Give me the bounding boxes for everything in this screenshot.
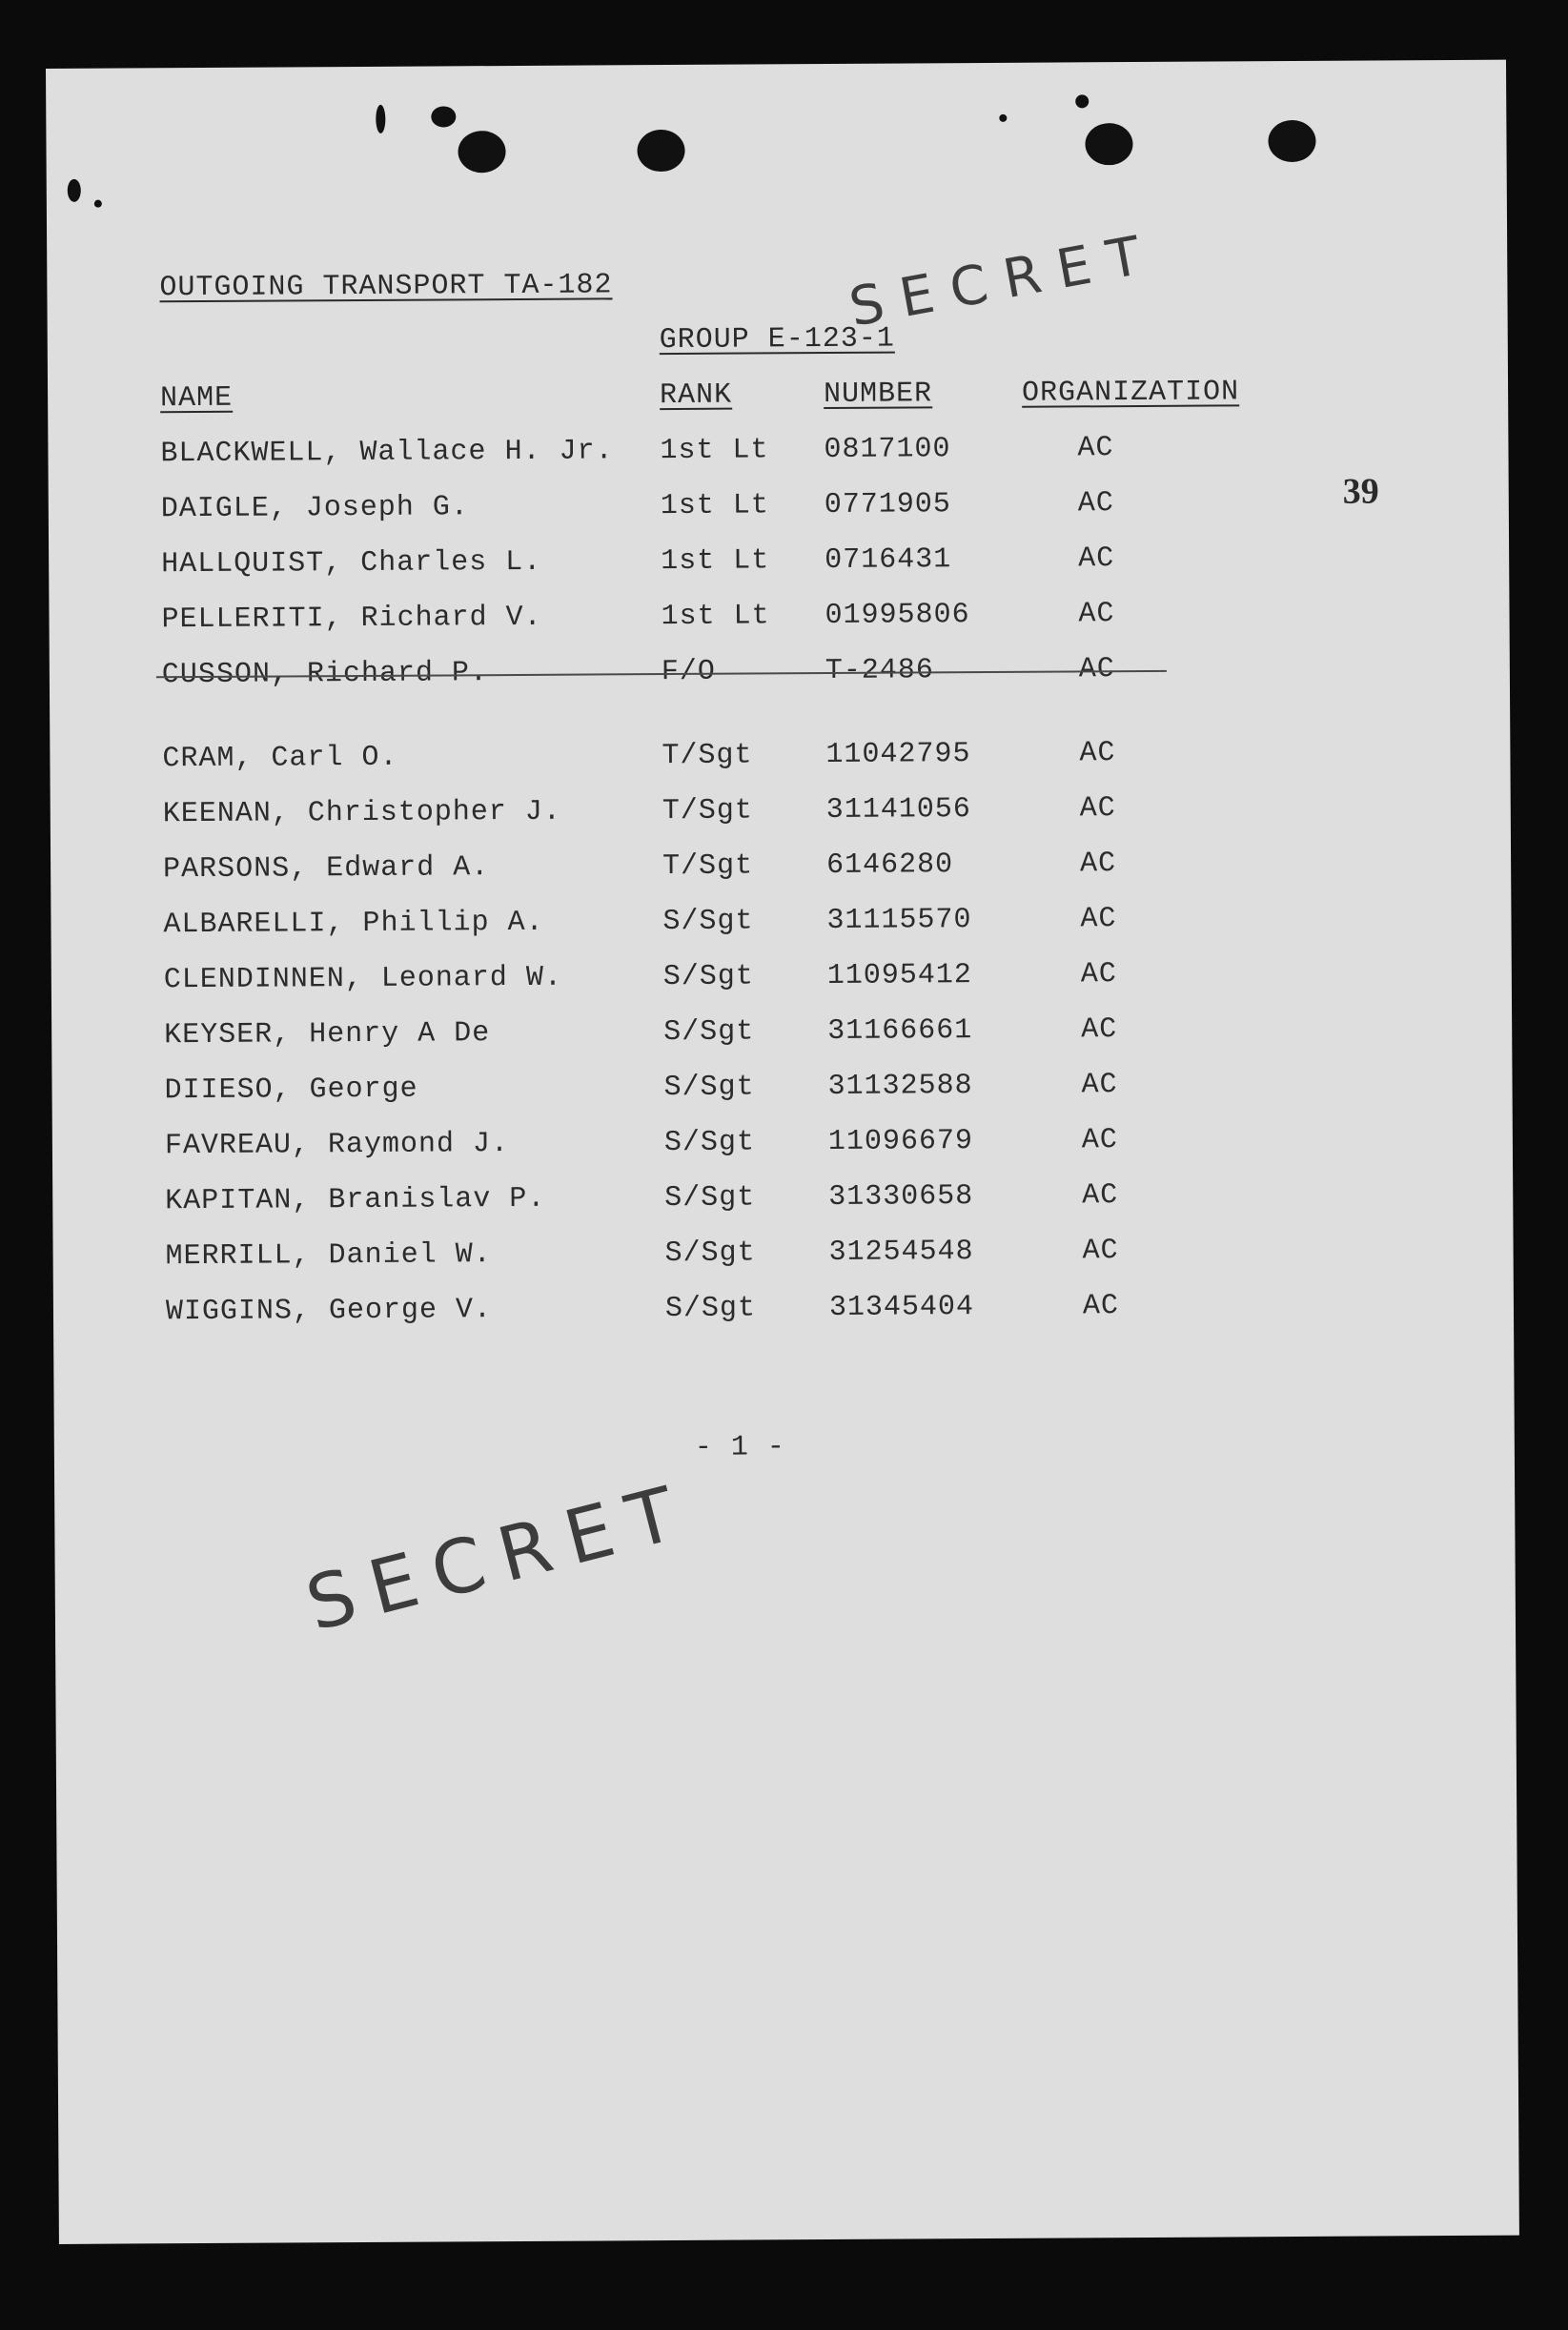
row-name: FAVREAU, Raymond J. [164,1128,510,1163]
column-header-organization: ORGANIZATION [1021,376,1240,410]
table-row [49,596,1383,643]
ink-speck [431,106,456,127]
row-organization: AC [1078,598,1115,631]
row-number: 11042795 [825,738,971,772]
row-number: 0716431 [825,543,952,578]
row-number: 31345404 [828,1291,975,1325]
secret-stamp-bottom: SECRET [297,1467,701,1648]
table-row [51,901,1385,948]
table-row [51,846,1385,892]
row-organization: AC [1082,1179,1119,1213]
table-row [49,541,1383,587]
row-name: CUSSON, Richard P. [161,657,489,692]
punch-hole [637,130,684,172]
row-name: PELLERITI, Richard V. [161,601,542,637]
table-row [48,430,1382,477]
column-header-number: NUMBER [824,378,933,412]
row-rank: 1st Lt [661,600,770,634]
row-organization: AC [1081,1069,1118,1102]
row-name: KEYSER, Henry A De [164,1017,491,1053]
row-name: CRAM, Carl O. [162,741,398,776]
row-organization: AC [1078,653,1115,686]
table-row [51,1067,1386,1114]
row-name: KAPITAN, Branislav P. [165,1182,546,1218]
row-rank: T/Sgt [662,739,753,773]
table-row [49,485,1383,532]
row-organization: AC [1082,1235,1119,1268]
row-name: DAIGLE, Joseph G. [160,491,469,526]
table-row [53,1233,1388,1279]
group-heading: GROUP E-123-1 [659,322,895,358]
row-rank: S/Sgt [664,1292,757,1326]
row-name: ALBARELLI, Phillip A. [163,906,544,942]
table-row [50,735,1384,782]
row-rank: S/Sgt [663,1015,755,1050]
row-organization: AC [1081,1124,1119,1157]
row-organization: AC [1081,1013,1118,1047]
document-page [46,60,1519,2244]
row-organization: AC [1078,542,1115,576]
ink-speck [94,200,102,208]
row-name: MERRILL, Daniel W. [165,1238,492,1274]
row-rank: 1st Lt [661,544,770,579]
ink-speck [376,105,385,133]
ink-speck [68,179,81,202]
row-name: PARSONS, Edward A. [163,851,490,887]
punch-hole [1268,120,1315,162]
page-marker: 39 [1342,471,1379,512]
row-rank: S/Sgt [662,960,754,994]
row-organization: AC [1077,432,1114,465]
row-organization: AC [1080,848,1117,881]
row-number: 11095412 [826,959,972,993]
row-organization: AC [1079,737,1116,770]
row-name: WIGGINS, George V. [165,1294,493,1329]
row-rank: S/Sgt [663,1071,755,1105]
ink-speck [1075,94,1089,108]
table-row [51,790,1385,837]
row-rank: S/Sgt [662,905,754,939]
row-rank: T/Sgt [662,849,754,884]
row-number: 6146280 [826,848,954,883]
row-name: DIIESO, George [164,1073,418,1108]
row-name: KEENAN, Christopher J. [162,795,561,831]
row-number: 31166661 [827,1014,973,1049]
punch-hole [458,131,505,173]
row-number: T-2486 [825,654,935,688]
row-name: HALLQUIST, Charles L. [161,545,542,582]
secret-stamp-top: SECRET [845,222,1163,339]
row-organization: AC [1082,1290,1120,1323]
transport-title: OUTGOING TRANSPORT TA-182 [159,269,613,305]
row-organization: AC [1079,792,1116,826]
row-rank: 1st Lt [660,489,769,523]
row-organization: AC [1080,958,1117,991]
row-name: CLENDINNEN, Leonard W. [163,961,563,997]
row-number: 0817100 [824,433,951,467]
row-rank: T/Sgt [662,794,753,828]
row-number: 31132588 [827,1070,973,1104]
row-rank: S/Sgt [664,1181,756,1216]
table-row [51,956,1386,1003]
row-rank: 1st Lt [660,434,769,468]
row-number: 01995806 [825,599,970,633]
row-number: 31115570 [826,904,972,938]
row-rank: F/O [661,655,716,689]
row-number: 31330658 [828,1180,974,1215]
row-number: 11096679 [827,1125,974,1159]
table-row [51,1012,1386,1058]
row-rank: S/Sgt [664,1237,756,1271]
punch-hole [1085,123,1132,165]
page-number: - 1 - [694,1431,785,1464]
row-number: 0771905 [824,488,951,522]
column-header-name: NAME [160,381,234,416]
row-rank: S/Sgt [663,1126,756,1160]
row-organization: AC [1077,487,1114,521]
table-row [52,1122,1387,1169]
ink-speck [999,114,1007,122]
table-row [53,1288,1388,1335]
column-header-rank: RANK [660,378,733,413]
row-number: 31141056 [825,793,971,828]
row-organization: AC [1080,903,1117,936]
table-row [52,1177,1387,1224]
row-name: BLACKWELL, Wallace H. Jr. [160,435,614,471]
row-number: 31254548 [828,1236,974,1270]
